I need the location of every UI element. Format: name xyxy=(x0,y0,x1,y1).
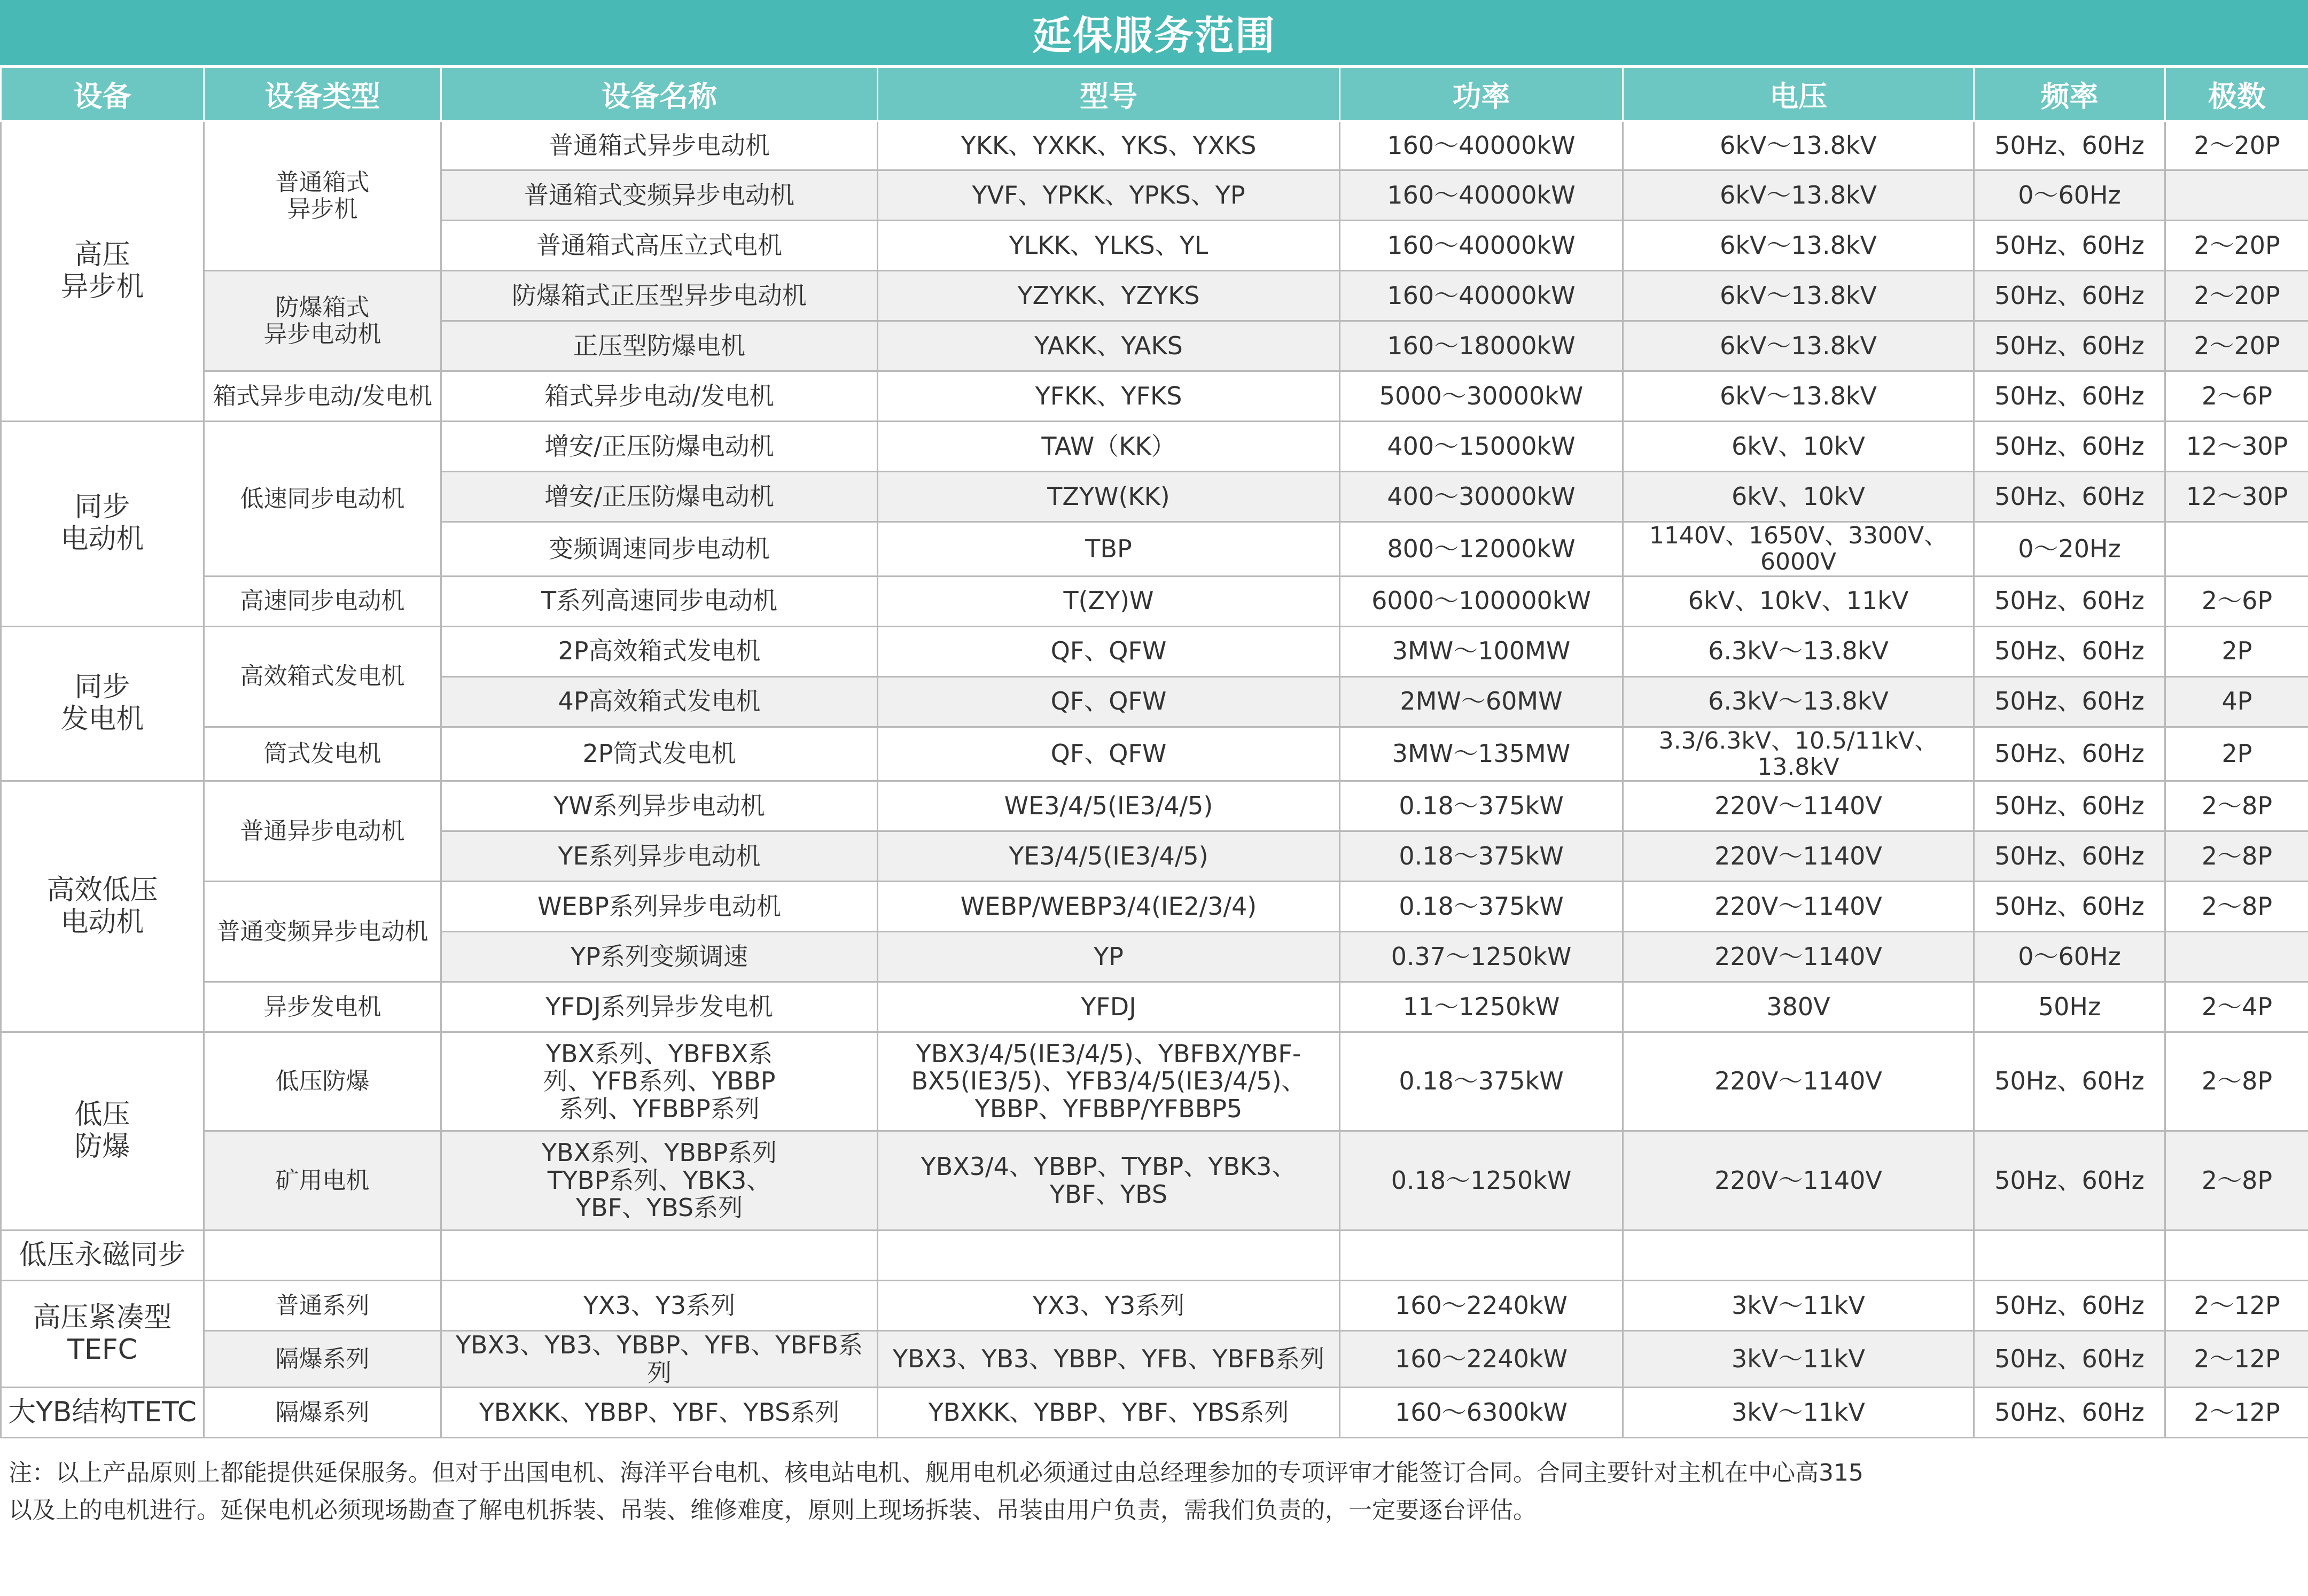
table-row xyxy=(1,121,2308,170)
power-cell: 160～40000kW xyxy=(1340,121,1623,170)
equipment-name-cell: YX3、Y3系列 xyxy=(441,1281,878,1331)
equipment-type-cell: 筒式发电机 xyxy=(204,727,441,781)
voltage-cell: 220V～1140V xyxy=(1623,932,1974,982)
voltage-cell: 220V～1140V xyxy=(1623,882,1974,932)
equipment-name-cell xyxy=(441,1231,878,1281)
power-cell: 400～30000kW xyxy=(1340,472,1623,522)
model-cell: YBXKK、YBBP、YBF、YBS系列 xyxy=(878,1388,1340,1438)
equipment-name-cell: YBX系列、YBBP系列 TYBP系列、YBK3、 YBF、YBS系列 xyxy=(441,1131,878,1231)
equipment-type-cell: 箱式异步电动/发电机 xyxy=(204,371,441,422)
frequency-cell: 0～20Hz xyxy=(1974,522,2165,577)
frequency-cell: 50Hz、60Hz xyxy=(1974,831,2165,882)
model-cell: WEBP/WEBP3/4(IE2/3/4) xyxy=(878,882,1340,932)
equipment-name-cell: 普通箱式异步电动机 xyxy=(441,121,878,170)
frequency-cell: 50Hz、60Hz xyxy=(1974,1032,2165,1131)
poles-cell xyxy=(2165,522,2308,577)
frequency-cell: 50Hz、60Hz xyxy=(1974,676,2165,727)
poles-cell: 4P xyxy=(2165,676,2308,727)
voltage-cell: 220V～1140V xyxy=(1623,781,1974,831)
poles-cell: 12～30P xyxy=(2165,472,2308,522)
voltage-cell: 6kV、10kV xyxy=(1623,422,1974,472)
model-cell: YFKK、YFKS xyxy=(878,371,1340,422)
power-cell: 0.37～1250kW xyxy=(1340,932,1623,982)
power-cell: 5000～30000kW xyxy=(1340,371,1623,422)
poles-cell xyxy=(2165,1231,2308,1281)
equipment-name-cell: 增安/正压防爆电动机 xyxy=(441,422,878,472)
header-poles: 极数 xyxy=(2165,67,2308,121)
power-cell: 2MW～60MW xyxy=(1340,676,1623,727)
header-model: 型号 xyxy=(878,67,1340,121)
equipment-name-cell: 变频调速同步电动机 xyxy=(441,522,878,577)
power-cell: 160～6300kW xyxy=(1340,1388,1623,1438)
equipment-category-cell: 同步 电动机 xyxy=(1,422,204,627)
equipment-type-cell: 普通箱式 异步机 xyxy=(204,121,441,271)
power-cell: 160～2240kW xyxy=(1340,1331,1623,1388)
poles-cell: 2～12P xyxy=(2165,1331,2308,1388)
frequency-cell: 50Hz、60Hz xyxy=(1974,1388,2165,1438)
power-cell: 160～40000kW xyxy=(1340,221,1623,271)
model-cell: YZYKK、YZYKS xyxy=(878,271,1340,321)
voltage-cell: 220V～1140V xyxy=(1623,1032,1974,1131)
frequency-cell: 50Hz、60Hz xyxy=(1974,271,2165,321)
power-cell: 6000～100000kW xyxy=(1340,576,1623,626)
model-cell: YKK、YXKK、YKS、YXKS xyxy=(878,121,1340,170)
equipment-name-cell: 增安/正压防爆电动机 xyxy=(441,472,878,522)
table-body xyxy=(1,121,2308,1438)
model-cell: QF、QFW xyxy=(878,676,1340,727)
poles-cell: 2～8P xyxy=(2165,781,2308,831)
header-power: 功率 xyxy=(1340,67,1623,121)
equipment-type-cell: 防爆箱式 异步电动机 xyxy=(204,271,441,371)
poles-cell: 2～6P xyxy=(2165,371,2308,422)
table-row xyxy=(1,422,2308,472)
model-cell: YLKK、YLKS、YL xyxy=(878,221,1340,271)
poles-cell: 12～30P xyxy=(2165,422,2308,472)
equipment-category-cell: 低压永磁同步 xyxy=(1,1231,204,1281)
frequency-cell: 50Hz、60Hz xyxy=(1974,371,2165,422)
equipment-name-cell: YP系列变频调速 xyxy=(441,932,878,982)
voltage-cell: 6kV～13.8kV xyxy=(1623,371,1974,422)
equipment-name-cell: YFDJ系列异步发电机 xyxy=(441,982,878,1032)
table-row xyxy=(1,727,2308,781)
frequency-cell: 50Hz、60Hz xyxy=(1974,472,2165,522)
voltage-cell: 6kV、10kV、11kV xyxy=(1623,576,1974,626)
poles-cell xyxy=(2165,170,2308,221)
model-cell: YBX3、YB3、YBBP、YFB、YBFB系列 xyxy=(878,1331,1340,1388)
power-cell: 0.18～375kW xyxy=(1340,781,1623,831)
header-equipment-name: 设备名称 xyxy=(441,67,878,121)
power-cell: 160～2240kW xyxy=(1340,1281,1623,1331)
footnote-line-2: 以及上的电机进行。延保电机必须现场勘查了解电机拆装、吊装、维修难度，原则上现场拆装、吊装由用户负责，需我们负责的，一定要逐台评估。 xyxy=(9,1497,1537,1524)
table-row xyxy=(1,982,2308,1032)
voltage-cell: 6kV～13.8kV xyxy=(1623,121,1974,170)
equipment-type-cell: 隔爆系列 xyxy=(204,1388,441,1438)
equipment-name-cell: 防爆箱式正压型异步电动机 xyxy=(441,271,878,321)
poles-cell: 2～20P xyxy=(2165,271,2308,321)
model-cell: YVF、YPKK、YPKS、YP xyxy=(878,170,1340,221)
power-cell: 160～18000kW xyxy=(1340,321,1623,371)
equipment-name-cell: YBX3、YB3、YBBP、YFB、YBFB系列 xyxy=(441,1331,878,1388)
table-row xyxy=(1,626,2308,676)
model-cell: YX3、Y3系列 xyxy=(878,1281,1340,1331)
voltage-cell: 3kV～11kV xyxy=(1623,1388,1974,1438)
power-cell: 160～40000kW xyxy=(1340,271,1623,321)
model-cell: YAKK、YAKS xyxy=(878,321,1340,371)
voltage-cell: 1140V、1650V、3300V、6000V xyxy=(1623,522,1974,577)
equipment-category-cell: 低压 防爆 xyxy=(1,1032,204,1231)
power-cell: 0.18～1250kW xyxy=(1340,1131,1623,1231)
equipment-name-cell: 2P高效箱式发电机 xyxy=(441,626,878,676)
voltage-cell: 6.3kV～13.8kV xyxy=(1623,676,1974,727)
power-cell: 0.18～375kW xyxy=(1340,831,1623,882)
voltage-cell: 380V xyxy=(1623,982,1974,1032)
voltage-cell: 6kV～13.8kV xyxy=(1623,321,1974,371)
voltage-cell: 6kV、10kV xyxy=(1623,472,1974,522)
frequency-cell: 50Hz、60Hz xyxy=(1974,422,2165,472)
table-row xyxy=(1,1388,2308,1438)
equipment-name-cell: YBXKK、YBBP、YBF、YBS系列 xyxy=(441,1388,878,1438)
equipment-name-cell: 正压型防爆电机 xyxy=(441,321,878,371)
footnote xyxy=(9,1454,2301,1529)
power-cell: 800～12000kW xyxy=(1340,522,1623,577)
equipment-name-cell: 普通箱式高压立式电机 xyxy=(441,221,878,271)
power-cell: 3MW～100MW xyxy=(1340,626,1623,676)
equipment-category-cell: 同步 发电机 xyxy=(1,626,204,781)
voltage-cell: 220V～1140V xyxy=(1623,1131,1974,1231)
poles-cell: 2～20P xyxy=(2165,121,2308,170)
model-cell: WE3/4/5(IE3/4/5) xyxy=(878,781,1340,831)
frequency-cell: 0～60Hz xyxy=(1974,170,2165,221)
equipment-type-cell: 普通系列 xyxy=(204,1281,441,1331)
table-row xyxy=(1,1231,2308,1281)
equipment-type-cell: 矿用电机 xyxy=(204,1131,441,1231)
voltage-cell: 3.3/6.3kV、10.5/11kV、13.8kV xyxy=(1623,727,1974,781)
power-cell: 160～40000kW xyxy=(1340,170,1623,221)
table-row xyxy=(1,882,2308,932)
power-cell: 0.18～375kW xyxy=(1340,882,1623,932)
voltage-cell: 220V～1140V xyxy=(1623,831,1974,882)
equipment-type-cell: 高效箱式发电机 xyxy=(204,626,441,727)
model-cell: TZYW(KK) xyxy=(878,472,1340,522)
page-title: 延保服务范围 xyxy=(0,0,2308,65)
equipment-category-cell: 高压 异步机 xyxy=(1,121,204,422)
poles-cell: 2P xyxy=(2165,626,2308,676)
model-cell: YBX3/4、YBBP、TYBP、YBK3、 YBF、YBS xyxy=(878,1131,1340,1231)
model-cell: YP xyxy=(878,932,1340,982)
model-cell: YBX3/4/5(IE3/4/5)、YBFBX/YBF- BX5(IE3/5)、YFB3/4/5(IE3/4/5)、 YBBP、YFBBP/YFBBP5 xyxy=(878,1032,1340,1131)
table-row xyxy=(1,1032,2308,1131)
equipment-type-cell xyxy=(204,1231,441,1281)
equipment-name-cell: 箱式异步电动/发电机 xyxy=(441,371,878,422)
equipment-type-cell: 低速同步电动机 xyxy=(204,422,441,577)
voltage-cell: 3kV～11kV xyxy=(1623,1281,1974,1331)
frequency-cell: 50Hz、60Hz xyxy=(1974,221,2165,271)
poles-cell: 2～8P xyxy=(2165,1032,2308,1131)
header-row xyxy=(1,67,2308,121)
header-equipment: 设备 xyxy=(1,67,204,121)
model-cell xyxy=(878,1231,1340,1281)
footnote-line-1: 注：以上产品原则上都能提供延保服务。但对于出国电机、海洋平台电机、核电站电机、舰用电机必须通过由总经理参加的专项评审才能签订合同。合同主要针对主机在中心高315 xyxy=(9,1459,1863,1486)
equipment-category-cell: 高效低压 电动机 xyxy=(1,781,204,1032)
equipment-name-cell: T系列高速同步电动机 xyxy=(441,576,878,626)
table-row xyxy=(1,1131,2308,1231)
voltage-cell: 6.3kV～13.8kV xyxy=(1623,626,1974,676)
frequency-cell: 50Hz、60Hz xyxy=(1974,1131,2165,1231)
equipment-name-cell: YE系列异步电动机 xyxy=(441,831,878,882)
equipment-type-cell: 高速同步电动机 xyxy=(204,576,441,626)
frequency-cell: 50Hz、60Hz xyxy=(1974,781,2165,831)
table-row xyxy=(1,576,2308,626)
equipment-type-cell: 普通变频异步电动机 xyxy=(204,882,441,982)
power-cell xyxy=(1340,1231,1623,1281)
model-cell: YE3/4/5(IE3/4/5) xyxy=(878,831,1340,882)
equipment-name-cell: WEBP系列异步电动机 xyxy=(441,882,878,932)
table-row xyxy=(1,781,2308,831)
equipment-type-cell: 普通异步电动机 xyxy=(204,781,441,882)
model-cell: QF、QFW xyxy=(878,727,1340,781)
voltage-cell: 6kV～13.8kV xyxy=(1623,170,1974,221)
poles-cell: 2～12P xyxy=(2165,1281,2308,1331)
frequency-cell: 50Hz、60Hz xyxy=(1974,576,2165,626)
equipment-type-cell: 隔爆系列 xyxy=(204,1331,441,1388)
poles-cell: 2～12P xyxy=(2165,1388,2308,1438)
poles-cell: 2～4P xyxy=(2165,982,2308,1032)
frequency-cell xyxy=(1974,1231,2165,1281)
poles-cell: 2～6P xyxy=(2165,576,2308,626)
model-cell: TBP xyxy=(878,522,1340,577)
service-scope-table xyxy=(0,66,2308,1438)
model-cell: YFDJ xyxy=(878,982,1340,1032)
equipment-name-cell: 普通箱式变频异步电动机 xyxy=(441,170,878,221)
voltage-cell: 6kV～13.8kV xyxy=(1623,271,1974,321)
model-cell: T(ZY)W xyxy=(878,576,1340,626)
table-row xyxy=(1,1281,2308,1331)
equipment-type-cell: 低压防爆 xyxy=(204,1032,441,1131)
power-cell: 0.18～375kW xyxy=(1340,1032,1623,1131)
frequency-cell: 50Hz、60Hz xyxy=(1974,1281,2165,1331)
power-cell: 400～15000kW xyxy=(1340,422,1623,472)
header-frequency: 频率 xyxy=(1974,67,2165,121)
poles-cell: 2P xyxy=(2165,727,2308,781)
table-row xyxy=(1,271,2308,321)
voltage-cell: 3kV～11kV xyxy=(1623,1331,1974,1388)
poles-cell xyxy=(2165,932,2308,982)
frequency-cell: 50Hz、60Hz xyxy=(1974,727,2165,781)
frequency-cell: 50Hz、60Hz xyxy=(1974,626,2165,676)
voltage-cell xyxy=(1623,1231,1974,1281)
equipment-name-cell: 2P筒式发电机 xyxy=(441,727,878,781)
header-equipment-type: 设备类型 xyxy=(204,67,441,121)
frequency-cell: 50Hz、60Hz xyxy=(1974,882,2165,932)
poles-cell: 2～8P xyxy=(2165,831,2308,882)
equipment-type-cell: 异步发电机 xyxy=(204,982,441,1032)
frequency-cell: 50Hz、60Hz xyxy=(1974,321,2165,371)
equipment-name-cell: 4P高效箱式发电机 xyxy=(441,676,878,727)
voltage-cell: 6kV～13.8kV xyxy=(1623,221,1974,271)
poles-cell: 2～20P xyxy=(2165,221,2308,271)
power-cell: 11～1250kW xyxy=(1340,982,1623,1032)
equipment-name-cell: YBX系列、YBFBX系 列、YFB系列、YBBP 系列、YFBBP系列 xyxy=(441,1032,878,1131)
poles-cell: 2～8P xyxy=(2165,1131,2308,1231)
equipment-category-cell: 大YB结构TETC xyxy=(1,1388,204,1438)
frequency-cell: 50Hz、60Hz xyxy=(1974,1331,2165,1388)
poles-cell: 2～20P xyxy=(2165,321,2308,371)
equipment-category-cell: 高压紧凑型 TEFC xyxy=(1,1281,204,1388)
model-cell: QF、QFW xyxy=(878,626,1340,676)
frequency-cell: 50Hz、60Hz xyxy=(1974,121,2165,170)
frequency-cell: 50Hz xyxy=(1974,982,2165,1032)
power-cell: 3MW～135MW xyxy=(1340,727,1623,781)
table-row xyxy=(1,1331,2308,1388)
model-cell: TAW（KK） xyxy=(878,422,1340,472)
frequency-cell: 0～60Hz xyxy=(1974,932,2165,982)
header-voltage: 电压 xyxy=(1623,67,1974,121)
table-row xyxy=(1,371,2308,422)
poles-cell: 2～8P xyxy=(2165,882,2308,932)
equipment-name-cell: YW系列异步电动机 xyxy=(441,781,878,831)
